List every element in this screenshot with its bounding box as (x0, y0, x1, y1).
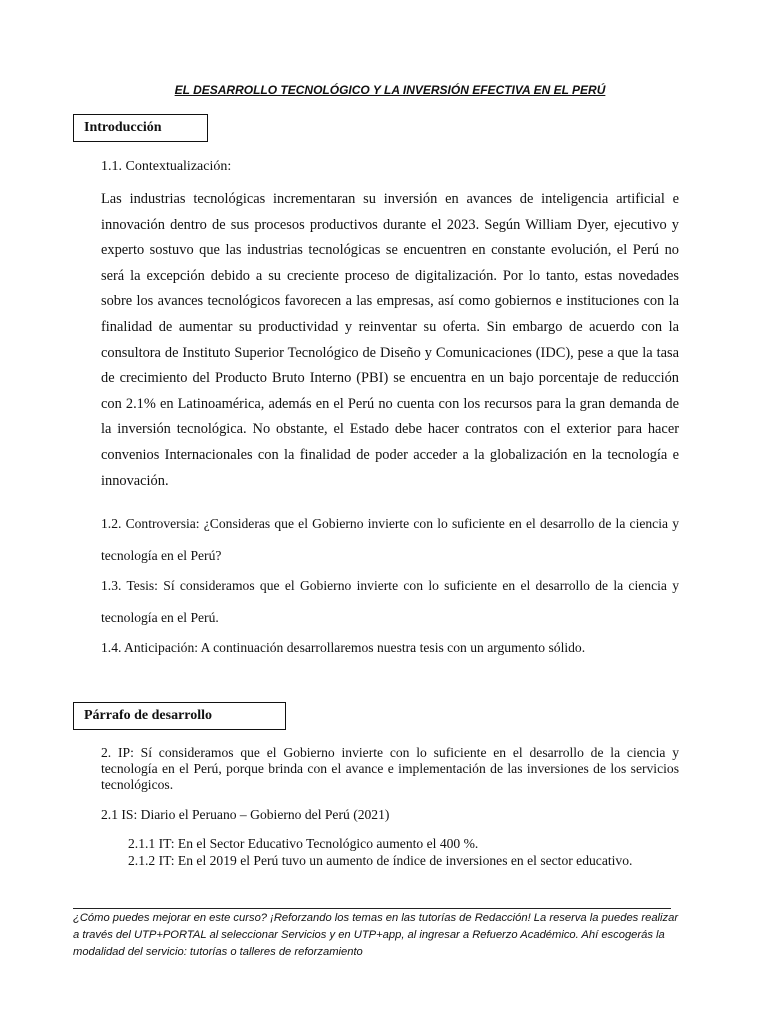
controversy-paragraph: 1.2. Controversia: ¿Consideras que el Gobierno invierte con lo suficiente en el desarrollo de la ciencia y tecnología en el Perú? (101, 516, 679, 563)
footer-divider (73, 908, 671, 909)
tertiary-idea-item: 2.1.1 IT: En el Sector Educativo Tecnológico aumento el 400 %. (128, 836, 479, 851)
secondary-idea-line: 2.1 IS: Diario el Peruano – Gobierno del Perú (2021) (101, 807, 390, 822)
thesis-paragraph: 1.3. Tesis: Sí consideramos que el Gobierno invierte con lo suficiente en el desarrollo de la ciencia y tecnología en el Perú. (101, 578, 679, 625)
section-heading-development: Párrafo de desarrollo (73, 702, 286, 730)
section-heading-introduction: Introducción (73, 114, 208, 142)
contextualization-paragraph: Las industrias tecnológicas incrementaran su inversión en avances de inteligencia artificial e innovación dentro de sus procesos productivos durante el 2023. Según William Dyer, ejecutivo y experto sostuvo que las industrias tecnológicas se encuentren en constante evolución, el Perú no será la excepción debido a su creciente proceso de digitalización. Por lo tanto, estas novedades sobre los avances tecnológicos favorecen a las empresas, así como gobiernos e instituciones con la finalidad de aumentar su productividad y reinventar su oferta. Sin embargo de acuerdo con la consultora de Instituto Superior Tecnológico de Diseño y Comunicaciones (IDC), pese a que la tasa de crecimiento del Producto Bruto Interno (PBI) se encuentra en un bajo porcentaje de reducción con 2.1% en Latinoamérica, además en el Perú no cuenta con los recursos para la gran demanda de la inversión tecnológica. No obstante, el Estado debe hacer contratos con el exterior para hacer convenios Internacionales con la finalidad de poder acceder a la globalización en la tecnología e innovación. (101, 191, 679, 489)
tertiary-idea-item: 2.1.2 IT: En el 2019 el Perú tuvo un aumento de índice de inversiones en el sector educativo. (128, 853, 633, 868)
anticipation-paragraph: 1.4. Anticipación: A continuación desarrollaremos nuestra tesis con un argumento sólido. (101, 640, 586, 655)
footer-note: ¿Cómo puedes mejorar en este curso? ¡Reforzando los temas en las tutorías de Redacción! La reserva la puedes realizar a través del UTP+PORTAL al seleccionar Servicios y en UTP+app, al ingresar a Refuerzo Académico. Ahí escogerás la modalidad del servicio: tutorías o talleres de reforzamiento (73, 912, 679, 958)
document-title: EL DESARROLLO TECNOLÓGICO Y LA INVERSIÓN EFECTIVA EN EL PERÚ (174, 83, 606, 97)
contextualization-label: 1.1. Contextualización: (101, 159, 232, 174)
main-idea-paragraph: 2. IP: Sí consideramos que el Gobierno invierte con lo suficiente en el desarrollo de la ciencia y tecnología en el Perú, porque brinda con el avance e implementación de las inversiones de los servicios tecnológicos. (101, 745, 679, 792)
